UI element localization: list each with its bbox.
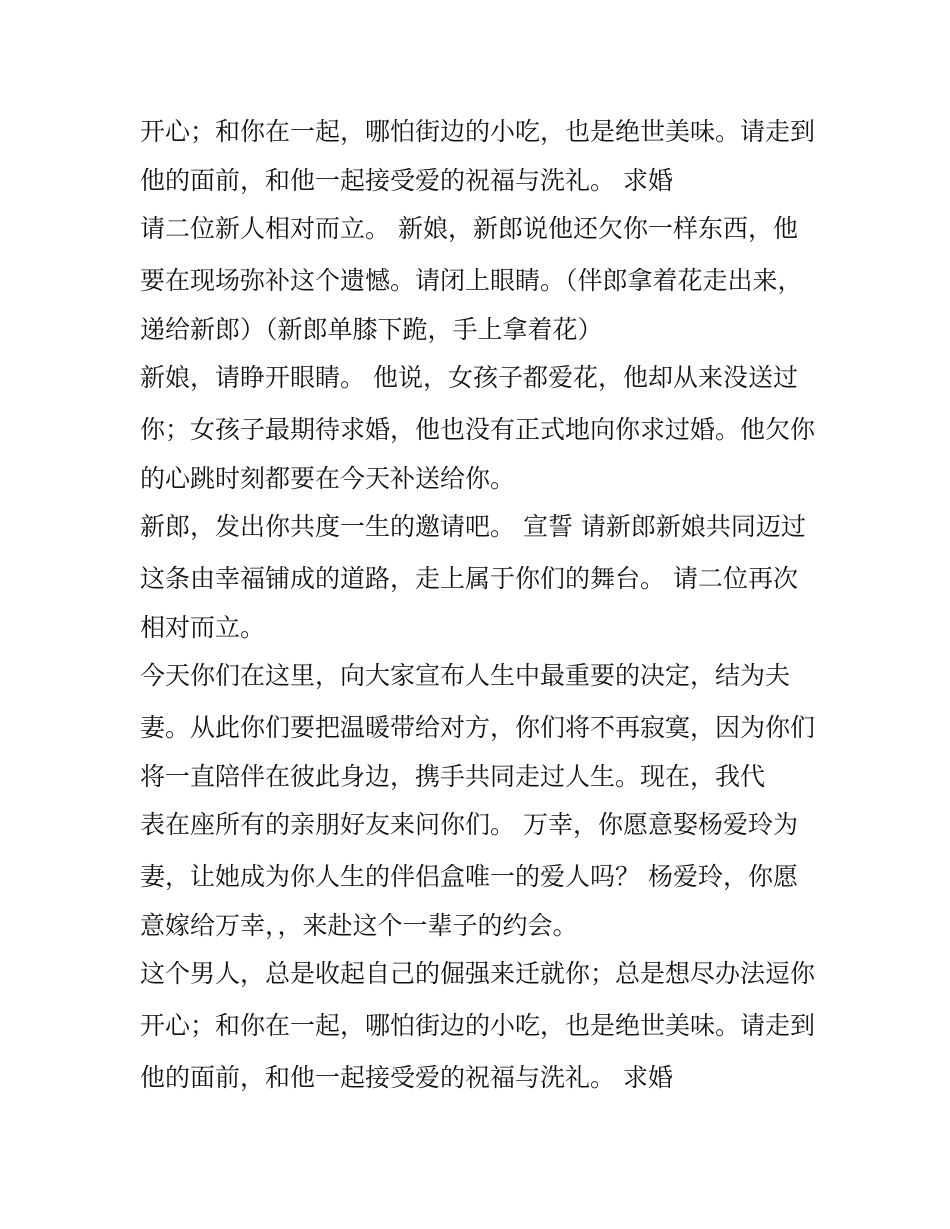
text-line: 意嫁给万幸，，来赴这个一辈子的约会。 xyxy=(140,911,578,940)
text-line: 的心跳时刻都要在今天补送给你。 xyxy=(140,464,516,493)
text-line: 今天你们在这里，向大家宣布人生中最重要的决定，结为夫 xyxy=(140,661,791,690)
text-line: 将一直陪伴在彼此身边，携手共同走过人生。现在，我代 xyxy=(140,762,766,791)
text-line: 要在现场弥补这个遗憾。请闭上眼睛。（伴郎拿着花走出来， xyxy=(140,266,803,295)
text-line: 表在座所有的亲朋好友来问你们。 万幸，你愿意娶杨爱玲为 xyxy=(140,810,798,839)
document-body xyxy=(140,106,830,1104)
text-line: 妻，让她成为你人生的伴侣盒唯一的爱人吗？ 杨爱玲，你愿 xyxy=(140,862,798,891)
text-line: 递给新郎）（新郎单膝下跪，手上拿着花） xyxy=(140,315,603,344)
text-line: 你；女孩子最期待求婚，他也没有正式地向你求过婚。他欠你 xyxy=(140,415,816,444)
text-line: 开心；和你在一起，哪怕街边的小吃，也是绝世美味。请走到 xyxy=(140,117,816,146)
text-line: 这条由幸福铺成的道路，走上属于你们的舞台。 请二位再次 xyxy=(140,564,798,593)
text-line: 开心；和你在一起，哪怕街边的小吃，也是绝世美味。请走到 xyxy=(140,1011,816,1040)
text-line: 新娘，请睁开眼睛。 他说，女孩子都爱花，他却从来没送过 xyxy=(140,363,798,392)
text-line: 请二位新人相对而立。 新娘，新郎说他还欠你一样东西，他 xyxy=(140,214,798,243)
text-line: 相对而立。 xyxy=(140,613,266,642)
text-line: 他的面前，和他一起接受爱的祝福与洗礼。 求婚 xyxy=(140,1063,673,1092)
text-line: 他的面前，和他一起接受爱的祝福与洗礼。 求婚 xyxy=(140,166,673,195)
text-line: 妻。从此你们要把温暖带给对方，你们将不再寂寞，因为你们 xyxy=(140,713,816,742)
text-line: 新郎，发出你共度一生的邀请吧。 宣誓 请新郎新娘共同迈过 xyxy=(140,512,806,541)
text-line: 这个男人，总是收起自己的倔强来迁就你；总是想尽办法逗你 xyxy=(140,959,816,988)
